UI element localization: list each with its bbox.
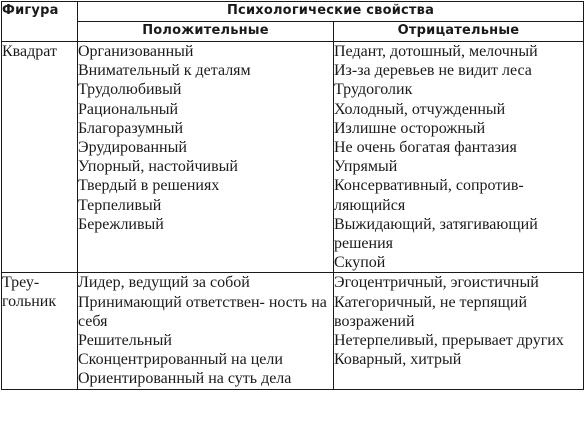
- list-item: Организованный: [78, 43, 194, 60]
- header-figure: Фигура: [2, 2, 78, 42]
- list-item: Трудоголик: [334, 81, 413, 99]
- list-item: Внимательный к деталям: [78, 62, 251, 80]
- list-item: Ориентированный на суть дела: [78, 370, 292, 388]
- header-row-sub: [2, 22, 584, 42]
- list-item: Скупой: [334, 254, 386, 272]
- figure-name-line-2: гольник: [2, 293, 57, 311]
- figure-name-line-1: Треу-: [2, 274, 40, 292]
- header-properties: Психологические свойства: [78, 2, 584, 22]
- list-item: Холодный, отчужденный: [334, 100, 506, 118]
- list-item: Благоразумный: [78, 119, 184, 137]
- table-row-square: [2, 42, 584, 273]
- list-item: Принимающий ответствен- ность на себя: [78, 293, 327, 330]
- list-item: Категоричный, не терпящий возражений: [334, 293, 528, 330]
- list-item: Твердый в решениях: [78, 177, 220, 195]
- list-item: Выжидающий, затягивающий решения: [334, 215, 538, 253]
- list-item: Из-за деревьев не видит леса: [334, 62, 532, 80]
- figure-name: Квадрат: [2, 43, 57, 60]
- list-item: Педант, дотошный, мелочный: [334, 43, 538, 60]
- list-item: Излишне осторожный: [334, 119, 486, 137]
- negative-cell-triangle: [334, 273, 584, 389]
- list-item: Консервативный, сопротив- ляющийся: [334, 177, 524, 214]
- negative-cell-square: [334, 42, 584, 273]
- list-item: Решительный: [78, 332, 172, 350]
- list-item: Упорный, настойчивый: [78, 158, 238, 176]
- positive-cell-square: [78, 42, 334, 273]
- list-item: Упрямый: [334, 158, 398, 176]
- list-item: Эгоцентричный, эгоистичный: [334, 274, 539, 292]
- figure-cell-square: [2, 42, 78, 273]
- list-item: Терпеливый: [78, 196, 162, 214]
- table-row-triangle: [2, 273, 584, 389]
- list-item: Нетерпеливый, прерывает других: [334, 332, 564, 350]
- list-item: Лидер, ведущий за собой: [78, 274, 250, 292]
- list-item: Коварный, хитрый: [334, 351, 462, 369]
- positive-cell-triangle: [78, 273, 334, 389]
- list-item: Рациональный: [78, 100, 179, 118]
- psychological-properties-table: [1, 1, 584, 390]
- list-item: Эрудированный: [78, 139, 187, 157]
- header-positive: Положительные: [78, 22, 334, 42]
- list-item: Бережливый: [78, 215, 164, 233]
- header-negative: Отрицательные: [334, 22, 584, 42]
- figure-cell-triangle: [2, 273, 78, 389]
- list-item: Не очень богатая фантазия: [334, 139, 517, 157]
- list-item: Сконцентрированный на цели: [78, 351, 283, 369]
- list-item: Трудолюбивый: [78, 81, 182, 99]
- header-row-top: [2, 2, 584, 22]
